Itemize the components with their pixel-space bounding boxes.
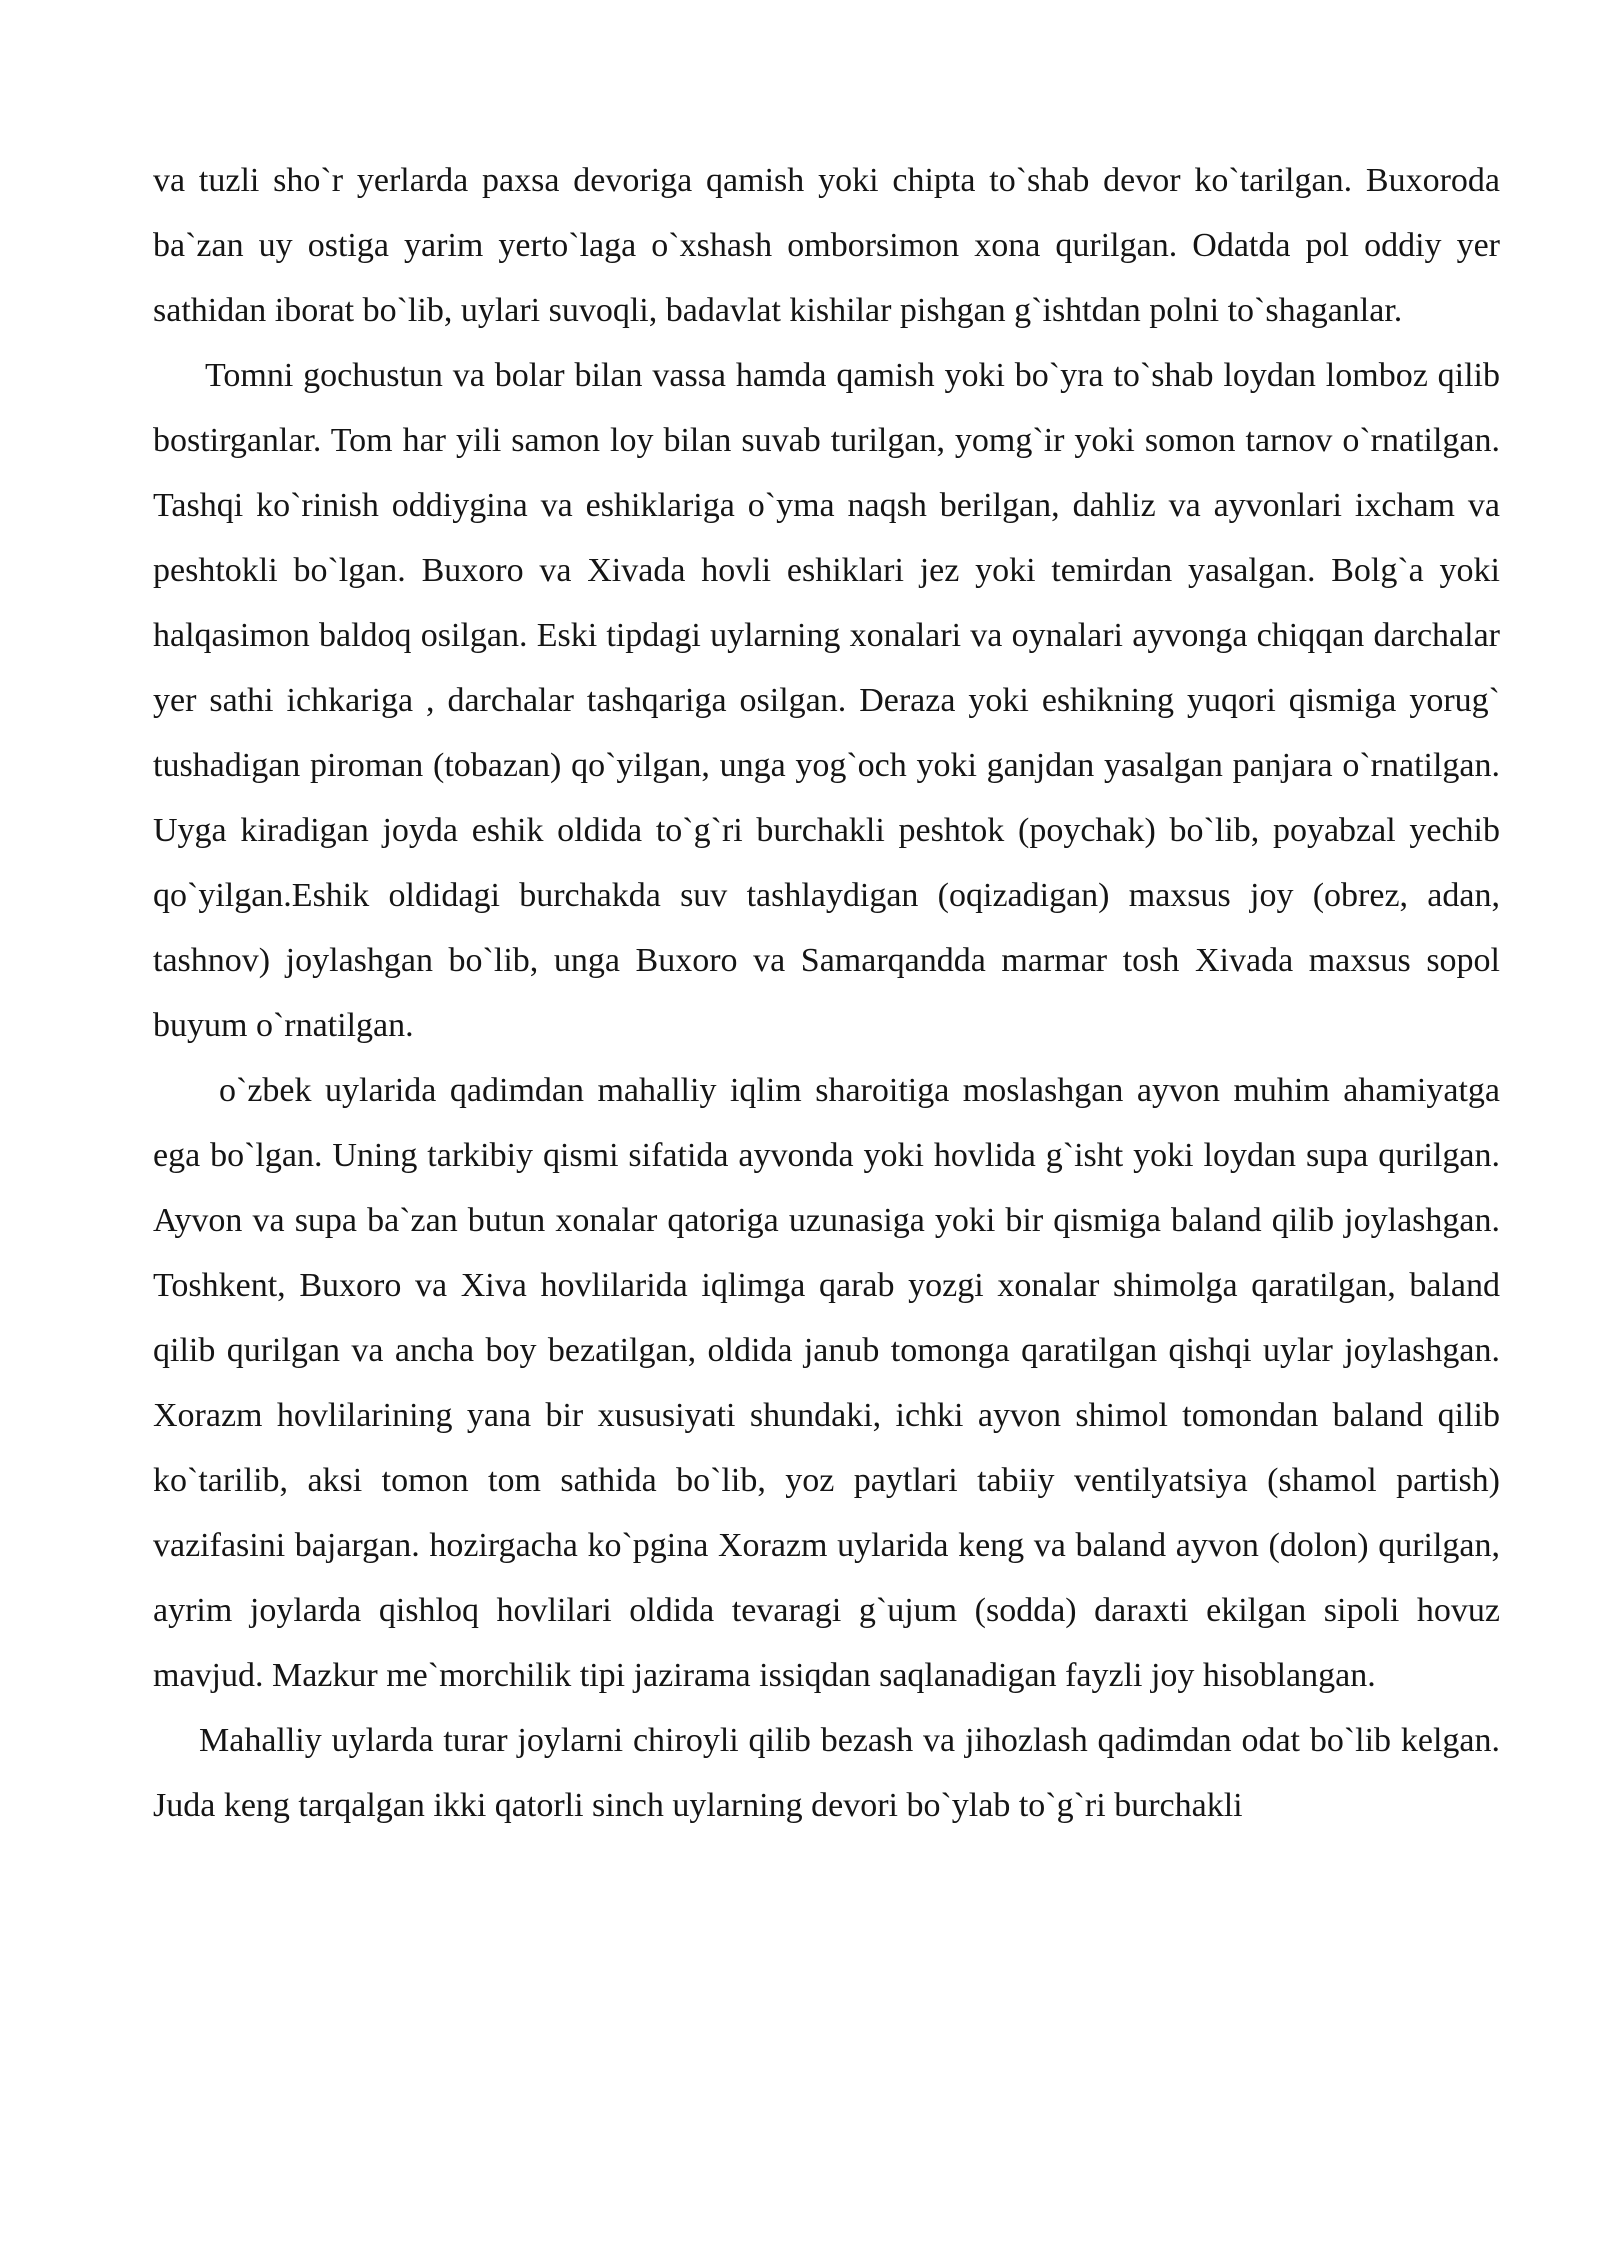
paragraph-2: Tomni gochustun va bolar bilan vassa hamda qamish yoki bo`yra to`shab loydan lomboz qilib bostirganlar. Tom har yili samon loy bilan suvab turilgan, yomg`ir yoki somon tarnov o`rnatilgan. Tashqi ko`rinish oddiygina va eshiklariga o`yma naqsh berilgan, dahliz va ayvonlari ixcham va peshtokli bo`lgan. Buxoro va Xivada hovli eshiklari jez yoki temirdan yasalgan. Bolg`a yoki halqasimon baldoq osilgan. Eski tipdagi uylarning xonalari va oynalari ayvonga chiqqan darchalar yer sathi ichkariga , darchalar tashqariga osilgan. Deraza yoki eshikning yuqori qismiga yorug` tushadigan piroman (tobazan) qo`yilgan, unga yog`och yoki ganjdan yasalgan panjara o`rnatilgan. Uyga kiradigan joyda eshik oldida to`g`ri burchakli peshtok (poychak) bo`lib, poyabzal yechib qo`yilgan.Eshik oldidagi burchakda suv tashlaydigan (oqizadigan) maxsus joy (obrez, adan, tashnov) joylashgan bo`lib, unga Buxoro va Samarqandda marmar tosh Xivada maxsus sopol buyum o`rnatilgan. — [153, 357, 1500, 1044]
paragraph-4: Mahalliy uylarda turar joylarni chiroyli qilib bezash va jihozlash qadimdan odat bo`lib kelgan. Juda keng tarqalgan ikki qatorli sinch uylarning devori bo`ylab to`g`ri burchakli — [153, 1722, 1500, 1824]
paragraph-1: va tuzli sho`r yerlarda paxsa devoriga qamish yoki chipta to`shab devor ko`tarilgan. Buxoroda ba`zan uy ostiga yarim yerto`laga o`xshash omborsimon xona qurilgan. Odatda pol oddiy yer sathidan iborat bo`lib, uylari suvoqli, badavlat kishilar pishgan g`ishtdan polni to`shaganlar. — [153, 162, 1500, 329]
paragraph-3: o`zbek uylarida qadimdan mahalliy iqlim sharoitiga moslashgan ayvon muhim ahamiyatga ega bo`lgan. Uning tarkibiy qismi sifatida ayvonda yoki hovlida g`isht yoki loydan supa qurilgan. Ayvon va supa ba`zan butun xonalar qatoriga uzunasiga yoki bir qismiga baland qilib joylashgan. Toshkent, Buxoro va Xiva hovlilarida iqlimga qarab yozgi xonalar shimolga qaratilgan, baland qilib qurilgan va ancha boy bezatilgan, oldida janub tomonga qaratilgan qishqi uylar joylashgan. Xorazm hovlilarining yana bir xususiyati shundaki, ichki ayvon shimol tomondan baland qilib ko`tarilib, aksi tomon tom sathida bo`lib, yoz paytlari tabiiy ventilyatsiya (shamol partish) vazifasini bajargan. hozirgacha ko`pgina Xorazm uylarida keng va baland ayvon (dolon) qurilgan, ayrim joylarda qishloq hovlilari oldida tevaragi g`ujum (sodda) daraxti ekilgan sipoli hovuz mavjud. Mazkur me`morchilik tipi jazirama issiqdan saqlanadigan fayzli joy hisoblangan. — [153, 1072, 1500, 1694]
body-text — [153, 148, 1500, 1838]
